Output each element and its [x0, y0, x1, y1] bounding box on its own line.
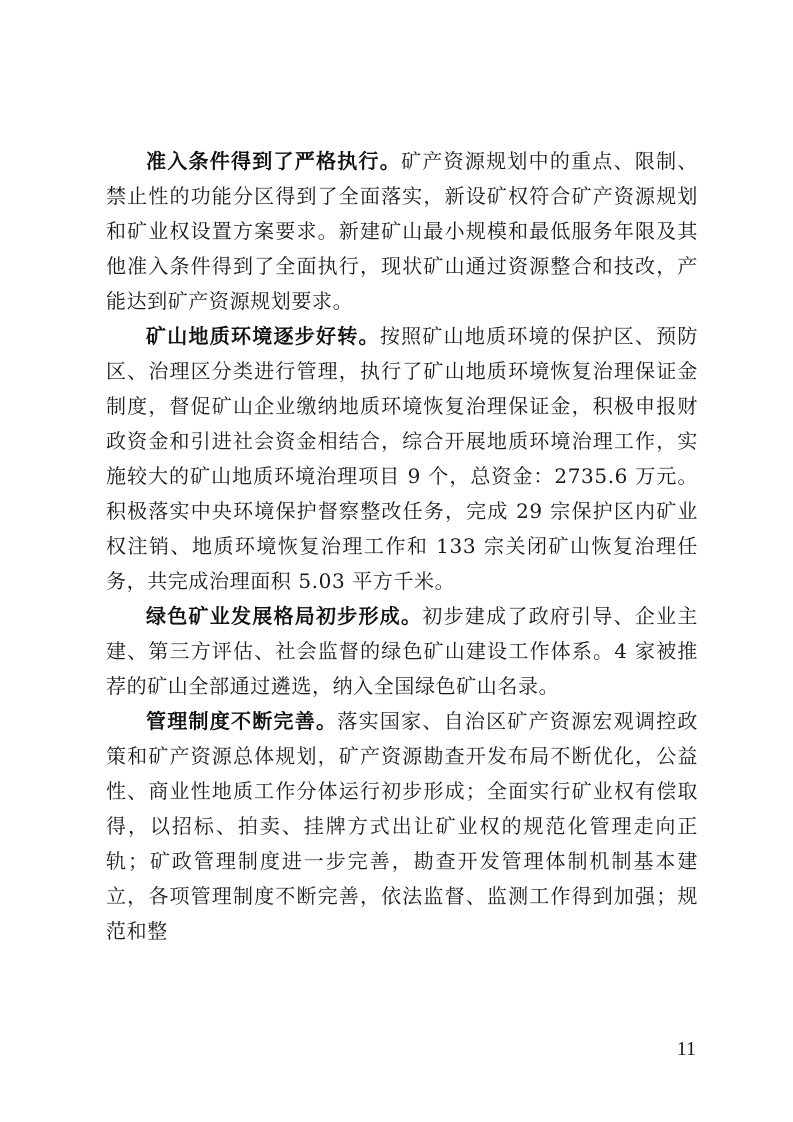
paragraph-management-system	[106, 704, 698, 949]
paragraph-lead: 绿色矿业发展格局初步形成。	[146, 604, 423, 628]
paragraph-text: 按照矿山地质环境的保护区、预防区、治理区分类进行管理，执行了矿山地质环境恢复治理保证金制度，督促矿山企业缴纳地质环境恢复治理保证金，积极申报财政资金和引进社会资金相结合，综合开展地质环境治理工作，实施较大的矿山地质环境治理项目 9 个，总资金：2735.6 万元。积极落实中央环境保护督察整改任务，完成 29 宗保护区内矿业权注销、地质环境恢复治理工作和 133 宗关闭矿山恢复治理任务，共完成治理面积 5.03 平方千米。	[106, 324, 698, 593]
paragraph-lead: 管理制度不断完善。	[146, 709, 338, 733]
page-number: 11	[676, 1038, 696, 1060]
paragraph-lead: 矿山地质环境逐步好转。	[146, 324, 380, 348]
paragraph-geological-environment	[106, 319, 698, 599]
paragraph-text: 初步建成了政府引导、企业主建、第三方评估、社会监督的绿色矿山建设工作体系。4 家被推荐的矿山全部通过遴选，纳入全国绿色矿山名录。	[106, 604, 698, 698]
paragraph-lead: 准入条件得到了严格执行。	[146, 149, 402, 173]
paragraph-text: 矿产资源规划中的重点、限制、禁止性的功能分区得到了全面落实，新设矿权符合矿产资源规划和矿业权设置方案要求。新建矿山最小规模和最低服务年限及其他准入条件得到了全面执行，现状矿山通过资源整合和技改，产能达到矿产资源规划要求。	[106, 149, 699, 313]
paragraph-entry-conditions	[106, 144, 698, 319]
paragraph-green-mining	[106, 599, 698, 704]
document-body	[106, 144, 698, 949]
paragraph-text: 落实国家、自治区矿产资源宏观调控政策和矿产资源总体规划，矿产资源勘查开发布局不断优化，公益性、商业性地质工作分体运行初步形成；全面实行矿业权有偿取得，以招标、拍卖、挂牌方式出让矿业权的规范化管理走向正轨；矿政管理制度进一步完善，勘查开发管理体制机制基本建立，各项管理制度不断完善，依法监督、监测工作得到加强；规范和整	[106, 709, 699, 943]
